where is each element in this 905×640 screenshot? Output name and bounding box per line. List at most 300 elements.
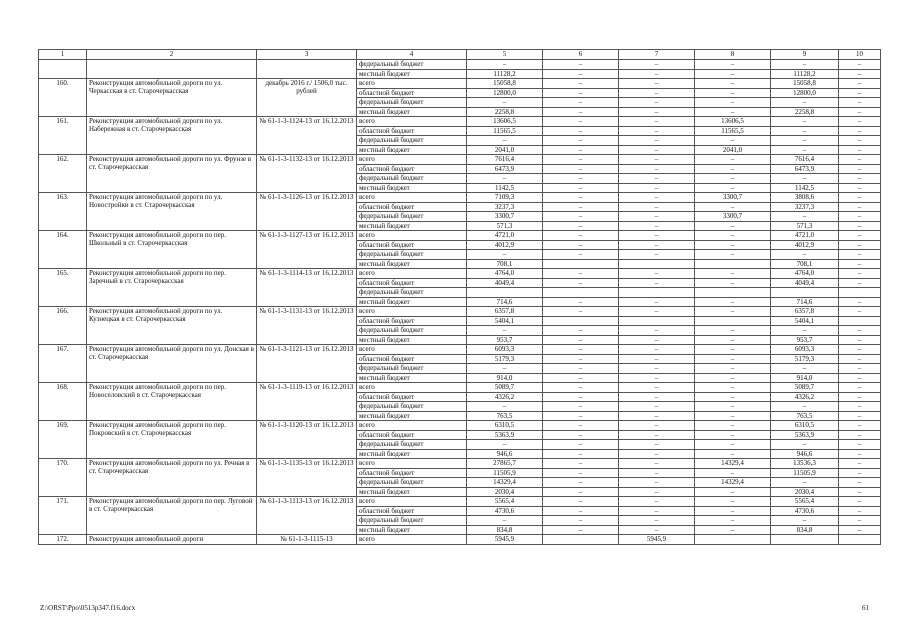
amount-cell: – [695, 402, 771, 412]
funding-source-cell: федеральный бюджет [357, 250, 467, 260]
budget-table [38, 49, 881, 545]
column-number-cell: 4 [357, 50, 467, 60]
amount-cell: – [619, 297, 695, 307]
amount-cell: – [619, 354, 695, 364]
funding-source-cell: всего [357, 383, 467, 393]
amount-cell: 5363,9 [771, 430, 839, 440]
amount-cell: – [619, 525, 695, 535]
amount-cell: 2030,4 [771, 487, 839, 497]
amount-cell: 5565,4 [467, 497, 543, 507]
amount-cell: – [839, 107, 881, 117]
amount-cell: – [543, 449, 619, 459]
amount-cell: – [695, 98, 771, 108]
amount-cell: 1142,5 [771, 183, 839, 193]
amount-cell: – [619, 88, 695, 98]
amount-cell: 6310,5 [467, 421, 543, 431]
amount-cell: – [695, 183, 771, 193]
amount-cell: – [619, 459, 695, 469]
amount-cell: – [695, 250, 771, 260]
object-name-cell [87, 60, 257, 79]
funding-source-cell: областной бюджет [357, 88, 467, 98]
amount-cell: 3237,3 [467, 202, 543, 212]
amount-cell: – [695, 307, 771, 317]
document-cell: № 61-1-3-1124-13 от 16.12.2013 [257, 117, 357, 155]
amount-cell: 6357,8 [467, 307, 543, 317]
document-cell: декабрь 2016 г./ 1506,0 тыс. рублей [257, 79, 357, 117]
row-number-cell: 160. [39, 79, 87, 117]
amount-cell: 571,3 [467, 221, 543, 231]
amount-cell: – [695, 335, 771, 345]
amount-cell: 3300,7 [467, 212, 543, 222]
table-row [39, 497, 881, 507]
document-cell: № 61-1-3-1131-13 от 16.12.2013 [257, 307, 357, 345]
document-cell: № 61-1-3-1126-13 от 16.12.2013 [257, 193, 357, 231]
amount-cell: – [695, 240, 771, 250]
amount-cell: 763,5 [467, 411, 543, 421]
amount-cell [839, 535, 881, 545]
amount-cell: – [543, 411, 619, 421]
amount-cell: 5089,7 [467, 383, 543, 393]
amount-cell: – [543, 383, 619, 393]
funding-source-cell: областной бюджет [357, 164, 467, 174]
funding-source-cell: местный бюджет [357, 145, 467, 155]
amount-cell: – [619, 60, 695, 70]
amount-cell: 2258,8 [467, 107, 543, 117]
amount-cell [543, 288, 619, 298]
table-row [39, 117, 881, 127]
table-row [39, 421, 881, 431]
column-number-cell: 8 [695, 50, 771, 60]
amount-cell: – [839, 202, 881, 212]
document-cell: № 61-1-3-1119-13 от 16.12.2013 [257, 383, 357, 421]
amount-cell: – [619, 145, 695, 155]
amount-cell: 6093,3 [771, 345, 839, 355]
amount-cell: – [839, 478, 881, 488]
amount-cell: – [619, 107, 695, 117]
amount-cell: – [619, 449, 695, 459]
funding-source-cell: всего [357, 117, 467, 127]
amount-cell: 13606,5 [467, 117, 543, 127]
amount-cell: 15058,8 [467, 79, 543, 89]
column-number-row [39, 50, 881, 60]
amount-cell: 5404,1 [467, 316, 543, 326]
amount-cell: – [839, 212, 881, 222]
amount-cell: – [619, 421, 695, 431]
document-cell: № 61-1-3-1132-13 от 16.12.2013 [257, 155, 357, 193]
amount-cell: 953,7 [467, 335, 543, 345]
table-row [39, 535, 881, 545]
document-cell: № 61-1-3-1120-13 от 16.12.2013 [257, 421, 357, 459]
funding-source-cell: всего [357, 193, 467, 203]
row-number-cell: 170. [39, 459, 87, 497]
amount-cell: 953,7 [771, 335, 839, 345]
row-number-cell: 166. [39, 307, 87, 345]
amount-cell: 714,6 [467, 297, 543, 307]
amount-cell: – [619, 345, 695, 355]
object-name-cell: Реконструкция автомобильной дороги по пер. Новоселовский в ст. Старочеркасская [87, 383, 257, 421]
amount-cell: – [839, 259, 881, 269]
amount-cell: 14329,4 [467, 478, 543, 488]
amount-cell: 5945,9 [467, 535, 543, 545]
amount-cell: – [543, 212, 619, 222]
funding-source-cell: местный бюджет [357, 373, 467, 383]
row-number-cell: 167. [39, 345, 87, 383]
amount-cell: – [839, 240, 881, 250]
amount-cell: – [839, 126, 881, 136]
amount-cell: – [619, 98, 695, 108]
funding-source-cell: всего [357, 459, 467, 469]
funding-source-cell: местный бюджет [357, 259, 467, 269]
amount-cell: – [619, 240, 695, 250]
amount-cell: – [695, 269, 771, 279]
amount-cell: 4721,0 [771, 231, 839, 241]
object-name-cell: Реконструкция автомобильной дороги по ул. Новостройки в ст. Старочеркасская [87, 193, 257, 231]
amount-cell: 4730,6 [467, 506, 543, 516]
amount-cell: – [619, 202, 695, 212]
amount-cell: 4730,6 [771, 506, 839, 516]
amount-cell: – [695, 449, 771, 459]
amount-cell: – [839, 440, 881, 450]
row-number-cell: 172. [39, 535, 87, 545]
row-number-cell: 161. [39, 117, 87, 155]
amount-cell: – [543, 155, 619, 165]
amount-cell: 13536,3 [771, 459, 839, 469]
funding-source-cell: местный бюджет [357, 221, 467, 231]
amount-cell: – [839, 449, 881, 459]
amount-cell: – [619, 440, 695, 450]
amount-cell: – [839, 145, 881, 155]
amount-cell: – [839, 411, 881, 421]
amount-cell: 714,6 [771, 297, 839, 307]
table-row [39, 193, 881, 203]
amount-cell: – [771, 326, 839, 336]
document-cell: № 61-1-3-1121-13 от 16.12.2013 [257, 345, 357, 383]
funding-source-cell: всего [357, 231, 467, 241]
amount-cell [839, 316, 881, 326]
amount-cell: – [695, 69, 771, 79]
funding-source-cell: местный бюджет [357, 487, 467, 497]
amount-cell: 708,1 [467, 259, 543, 269]
amount-cell [619, 316, 695, 326]
amount-cell: – [695, 60, 771, 70]
amount-cell: – [839, 221, 881, 231]
amount-cell: – [467, 136, 543, 146]
amount-cell: 11128,2 [771, 69, 839, 79]
table-row [39, 459, 881, 469]
funding-source-cell: всего [357, 497, 467, 507]
amount-cell: – [543, 516, 619, 526]
amount-cell: – [839, 297, 881, 307]
funding-source-cell: всего [357, 345, 467, 355]
amount-cell: – [619, 506, 695, 516]
funding-source-cell: местный бюджет [357, 183, 467, 193]
amount-cell [771, 535, 839, 545]
amount-cell: 6093,3 [467, 345, 543, 355]
amount-cell: 13606,5 [695, 117, 771, 127]
funding-source-cell: областной бюджет [357, 468, 467, 478]
amount-cell: – [543, 136, 619, 146]
amount-cell: 6473,9 [771, 164, 839, 174]
amount-cell: – [619, 411, 695, 421]
amount-cell: – [543, 174, 619, 184]
amount-cell: – [695, 326, 771, 336]
amount-cell: – [695, 354, 771, 364]
amount-cell: – [543, 221, 619, 231]
footer-page-number: 61 [862, 604, 869, 612]
amount-cell: – [543, 269, 619, 279]
column-number-cell: 5 [467, 50, 543, 60]
amount-cell: – [695, 411, 771, 421]
amount-cell: – [839, 164, 881, 174]
amount-cell: – [839, 392, 881, 402]
amount-cell: – [543, 402, 619, 412]
funding-source-cell: областной бюджет [357, 430, 467, 440]
amount-cell [695, 316, 771, 326]
amount-cell: – [771, 117, 839, 127]
table-row [39, 60, 881, 70]
amount-cell: – [839, 402, 881, 412]
amount-cell: – [839, 364, 881, 374]
amount-cell: – [695, 421, 771, 431]
amount-cell: – [839, 98, 881, 108]
amount-cell: – [543, 231, 619, 241]
document-cell: № 61-1-3-1127-13 от 16.12.2013 [257, 231, 357, 269]
table-row [39, 307, 881, 317]
amount-cell: 6473,9 [467, 164, 543, 174]
amount-cell: – [543, 525, 619, 535]
amount-cell: – [467, 98, 543, 108]
amount-cell: – [839, 459, 881, 469]
amount-cell: – [695, 383, 771, 393]
amount-cell: – [619, 155, 695, 165]
funding-source-cell: местный бюджет [357, 69, 467, 79]
document-cell: № 61-1-3-1135-13 от 16.12.2013 [257, 459, 357, 497]
row-number-cell: 169. [39, 421, 87, 459]
funding-source-cell: областной бюджет [357, 354, 467, 364]
amount-cell: – [839, 487, 881, 497]
amount-cell: – [467, 516, 543, 526]
amount-cell: – [771, 478, 839, 488]
amount-cell: – [619, 269, 695, 279]
amount-cell: – [619, 373, 695, 383]
amount-cell: 7616,4 [771, 155, 839, 165]
row-number-cell: 165. [39, 269, 87, 307]
amount-cell: – [839, 269, 881, 279]
amount-cell: – [839, 516, 881, 526]
amount-cell: – [543, 421, 619, 431]
amount-cell: 14329,4 [695, 459, 771, 469]
funding-source-cell: областной бюджет [357, 278, 467, 288]
amount-cell: 4049,4 [467, 278, 543, 288]
row-number-cell [39, 60, 87, 79]
amount-cell: – [467, 60, 543, 70]
amount-cell [543, 259, 619, 269]
amount-cell [695, 259, 771, 269]
amount-cell: 4049,4 [771, 278, 839, 288]
amount-cell: – [619, 430, 695, 440]
amount-cell: – [695, 430, 771, 440]
row-number-cell: 163. [39, 193, 87, 231]
amount-cell: – [771, 440, 839, 450]
funding-source-cell: местный бюджет [357, 411, 467, 421]
amount-cell: 834,8 [467, 525, 543, 535]
amount-cell: – [695, 79, 771, 89]
amount-cell: – [695, 345, 771, 355]
amount-cell: – [543, 193, 619, 203]
amount-cell: 834,8 [771, 525, 839, 535]
amount-cell: – [543, 345, 619, 355]
amount-cell: 11565,5 [467, 126, 543, 136]
amount-cell: – [695, 107, 771, 117]
table-row [39, 345, 881, 355]
object-name-cell: Реконструкция автомобильной дороги по пер. Школьный в ст. Старочеркасская [87, 231, 257, 269]
amount-cell: 5363,9 [467, 430, 543, 440]
amount-cell: 7616,4 [467, 155, 543, 165]
amount-cell: – [619, 174, 695, 184]
amount-cell: – [695, 155, 771, 165]
amount-cell: – [619, 383, 695, 393]
amount-cell: – [839, 155, 881, 165]
amount-cell: 4012,9 [771, 240, 839, 250]
amount-cell: – [467, 364, 543, 374]
amount-cell: – [839, 326, 881, 336]
amount-cell: 3808,6 [771, 193, 839, 203]
amount-cell: – [543, 506, 619, 516]
amount-cell: – [619, 69, 695, 79]
amount-cell: – [543, 98, 619, 108]
funding-source-cell: всего [357, 421, 467, 431]
amount-cell: 3237,3 [771, 202, 839, 212]
amount-cell: – [619, 326, 695, 336]
amount-cell: – [839, 183, 881, 193]
amount-cell: – [695, 231, 771, 241]
amount-cell: 4326,2 [771, 392, 839, 402]
amount-cell: – [619, 478, 695, 488]
amount-cell: – [771, 174, 839, 184]
funding-source-cell: федеральный бюджет [357, 212, 467, 222]
amount-cell: 5945,9 [619, 535, 695, 545]
amount-cell: – [543, 354, 619, 364]
column-number-cell: 7 [619, 50, 695, 60]
amount-cell: – [543, 145, 619, 155]
amount-cell: 7109,3 [467, 193, 543, 203]
amount-cell: – [695, 174, 771, 184]
amount-cell: – [467, 326, 543, 336]
amount-cell: 15058,8 [771, 79, 839, 89]
amount-cell: – [543, 468, 619, 478]
amount-cell: – [619, 516, 695, 526]
amount-cell: – [543, 88, 619, 98]
amount-cell [619, 288, 695, 298]
amount-cell: 2041,0 [467, 145, 543, 155]
document-cell: № 61-1-3-1114-13 от 16.12.2013 [257, 269, 357, 307]
amount-cell: – [619, 364, 695, 374]
funding-source-cell: федеральный бюджет [357, 60, 467, 70]
amount-cell: – [839, 250, 881, 260]
amount-cell [619, 259, 695, 269]
amount-cell: – [839, 383, 881, 393]
amount-cell: – [695, 202, 771, 212]
amount-cell: – [543, 373, 619, 383]
amount-cell: – [839, 307, 881, 317]
amount-cell: – [839, 69, 881, 79]
amount-cell [771, 288, 839, 298]
amount-cell: 5179,3 [771, 354, 839, 364]
amount-cell: – [619, 126, 695, 136]
amount-cell: 4326,2 [467, 392, 543, 402]
amount-cell: – [467, 402, 543, 412]
funding-source-cell: местный бюджет [357, 449, 467, 459]
amount-cell: – [543, 478, 619, 488]
amount-cell [467, 288, 543, 298]
amount-cell: – [619, 307, 695, 317]
amount-cell [695, 288, 771, 298]
row-number-cell: 162. [39, 155, 87, 193]
amount-cell: – [695, 136, 771, 146]
amount-cell: – [543, 364, 619, 374]
amount-cell [543, 535, 619, 545]
funding-source-cell: всего [357, 307, 467, 317]
row-number-cell: 171. [39, 497, 87, 535]
amount-cell: – [619, 392, 695, 402]
amount-cell: 571,3 [771, 221, 839, 231]
column-number-cell: 6 [543, 50, 619, 60]
amount-cell: – [839, 345, 881, 355]
amount-cell: – [771, 516, 839, 526]
amount-cell: – [543, 307, 619, 317]
amount-cell: 4012,9 [467, 240, 543, 250]
object-name-cell: Реконструкция автомобильной дороги [87, 535, 257, 545]
column-number-cell: 2 [87, 50, 257, 60]
amount-cell: – [543, 335, 619, 345]
amount-cell: 5404,1 [771, 316, 839, 326]
amount-cell: – [695, 525, 771, 535]
amount-cell: – [839, 278, 881, 288]
amount-cell: – [619, 136, 695, 146]
amount-cell [839, 288, 881, 298]
budget-table-sheet [38, 49, 880, 545]
object-name-cell: Реконструкция автомобильной дороги по ул. Черкасская в ст. Старочеркасская [87, 79, 257, 117]
column-number-cell: 10 [839, 50, 881, 60]
amount-cell: – [771, 364, 839, 374]
amount-cell: – [543, 126, 619, 136]
footer-file-path: Z:\ORST\Ppo\0513p347.f16.docx [40, 604, 136, 612]
funding-source-cell: местный бюджет [357, 525, 467, 535]
amount-cell: – [695, 278, 771, 288]
amount-cell: – [467, 440, 543, 450]
amount-cell: – [771, 60, 839, 70]
amount-cell: – [695, 468, 771, 478]
funding-source-cell: федеральный бюджет [357, 98, 467, 108]
amount-cell: – [543, 117, 619, 127]
amount-cell: – [619, 212, 695, 222]
amount-cell: 914,0 [467, 373, 543, 383]
amount-cell: – [543, 69, 619, 79]
amount-cell: – [771, 145, 839, 155]
amount-cell: – [839, 430, 881, 440]
amount-cell: 3300,7 [695, 212, 771, 222]
amount-cell: 3300,7 [695, 193, 771, 203]
funding-source-cell: всего [357, 155, 467, 165]
funding-source-cell: федеральный бюджет [357, 136, 467, 146]
object-name-cell: Реконструкция автомобильной дороги по пер. Луговой в ст. Старочеркасская [87, 497, 257, 535]
amount-cell: – [839, 79, 881, 89]
amount-cell: 2258,8 [771, 107, 839, 117]
amount-cell: – [839, 88, 881, 98]
amount-cell: 11505,9 [771, 468, 839, 478]
amount-cell: – [839, 506, 881, 516]
amount-cell: – [839, 497, 881, 507]
